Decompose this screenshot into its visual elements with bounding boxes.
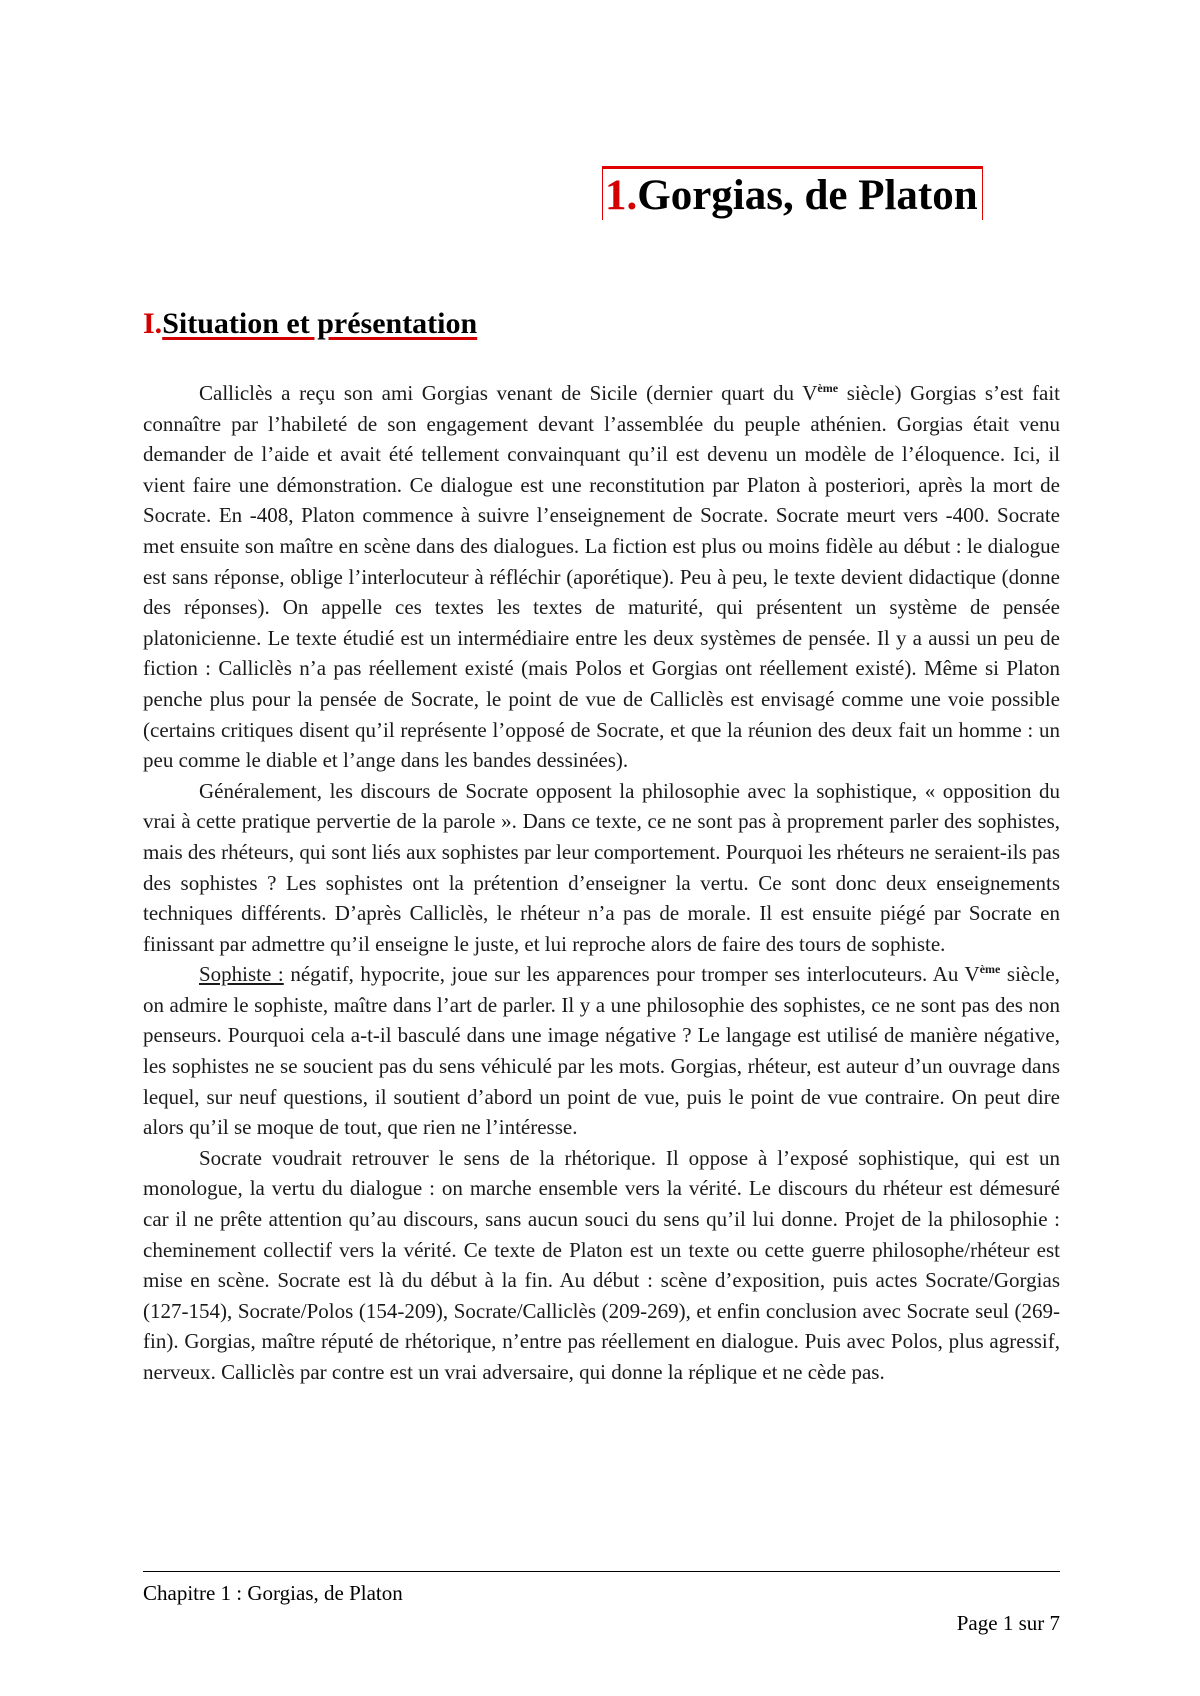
section-title-text: Situation et présentation: [162, 307, 478, 340]
chapter-title: [602, 166, 983, 220]
paragraph-4: Socrate voudrait retrouver le sens de la rhétorique. Il oppose à l’exposé sophistique, qui est un monologue, la vertu du dialogue : on marche ensemble vers la vérité. Le discours du rhéteur est démesuré car il ne prête attention qu’au discours, sans aucun souci du sens qu’il lui donne. Projet de la philosophie : cheminement collectif vers la vérité. Ce texte de Platon est un texte ou cette guerre philosophe/rhéteur est mise en scène. Socrate est là du début à la fin. Au début : scène d’exposition, puis actes Socrate/Gorgias (127-154), Socrate/Polos (154-209), Socrate/Calliclès (209-269), et enfin conclusion avec Socrate seul (269-fin). Gorgias, maître réputé de rhétorique, n’entre pas réellement en dialogue. Puis avec Polos, plus agressif, nerveux. Calliclès par contre est un vrai adversaire, qui donne la réplique et ne cède pas.: [143, 1145, 1060, 1384]
footer-page-number: Page 1 sur 7: [956, 1611, 1060, 1635]
century-superscript: ème: [979, 962, 1001, 977]
footer-chapter: Chapitre 1 : Gorgias, de Platon: [143, 1581, 403, 1605]
paragraph-1-part-a: Calliclès a reçu son ami Gorgias venant de Sicile (dernier quart du V: [199, 381, 818, 405]
chapter-number: 1.: [605, 172, 638, 219]
paragraph-2: Généralement, les discours de Socrate opposent la philosophie avec la sophistique, « opposition du vrai à cette pratique pervertie de la parole ». Dans ce texte, ce ne sont pas à proprement parler des sophistes, mais des rhéteurs, qui sont liés aux sophistes par leur comportement. Pourquoi les rhéteurs ne seraient-ils pas des sophistes ? Les sophistes ont la prétention d’enseigner la vertu. Ce sont donc deux enseignements techniques différents. D’après Calliclès, le rhéteur n’a pas de morale. Il est ensuite piégé par Socrate en finissant par admettre qu’il enseigne le juste, et lui reproche alors de faire des tours de sophiste.: [143, 778, 1060, 956]
paragraph-3: [143, 959, 1060, 1143]
body-text: [143, 378, 1060, 1388]
section-number: I.: [143, 307, 163, 340]
century-superscript: ème: [817, 381, 839, 395]
paragraph-3-part-b: siècle, on admire le sophiste, maître dans l’art de parler. Il y a une philosophie des sophistes, ce ne sont pas des non penseurs. Pourquoi cela a-t-il basculé dans une image négative ? Le langage est utilisé de manière négative, les sophistes ne se soucient pas du sens véhiculé par les mots. Gorgias, rhéteur, est auteur d’un ouvrage dans lequel, sur neuf questions, il soutient d’abord un point de vue, puis le point de vue contraire. On peut dire alors qu’il se moque de tout, que rien ne l’intéresse.: [143, 962, 1060, 1140]
chapter-title-text: Gorgias, de Platon: [637, 172, 978, 219]
paragraph-1-part-b: siècle) Gorgias s’est fait connaître par l’habileté de son engagement devant l’assemblée du peuple athénien. Gorgias était venu demander de l’aide et avait été tellement convainquant qu’il est devenu un modèle de l’éloquence. Ici, il vient faire une démonstration. Ce dialogue est une reconstitution par Platon à posteriori, après la mort de Socrate. En -408, Platon commence à suivre l’enseignement de Socrate. Socrate meurt vers -400. Socrate met ensuite son maître en scène dans des dialogues. La fiction est plus ou moins fidèle au début : le dialogue est sans réponse, oblige l’interlocuteur à réfléchir (aporétique). Peu à peu, le texte devient didactique (donne des réponses). On appelle ces textes les textes de maturité, qui présentent un système de pensée platonicienne. Le texte étudié est un intermédiaire entre les deux systèmes de pensée. Il y a aussi un peu de fiction : Calliclès n’a pas réellement existé (mais Polos et Gorgias ont réellement existé). Même si Platon penche plus pour la pensée de Socrate, le point de vue de Calliclès est envisagé comme une voie possible (certains critiques disent qu’il représente l’opposé de Socrate, et que la réunion des deux fait un homme : un peu comme le diable et l’ange dans les bandes dessinées).: [143, 381, 1061, 773]
footer-divider: [143, 1571, 1060, 1572]
section-title: [143, 306, 477, 342]
paragraph-1: [143, 378, 1060, 776]
paragraph-3-part-a: négatif, hypocrite, joue sur les apparences pour tromper ses interlocuteurs. Au V: [283, 962, 980, 987]
term-sophiste: Sophiste :: [199, 962, 284, 987]
